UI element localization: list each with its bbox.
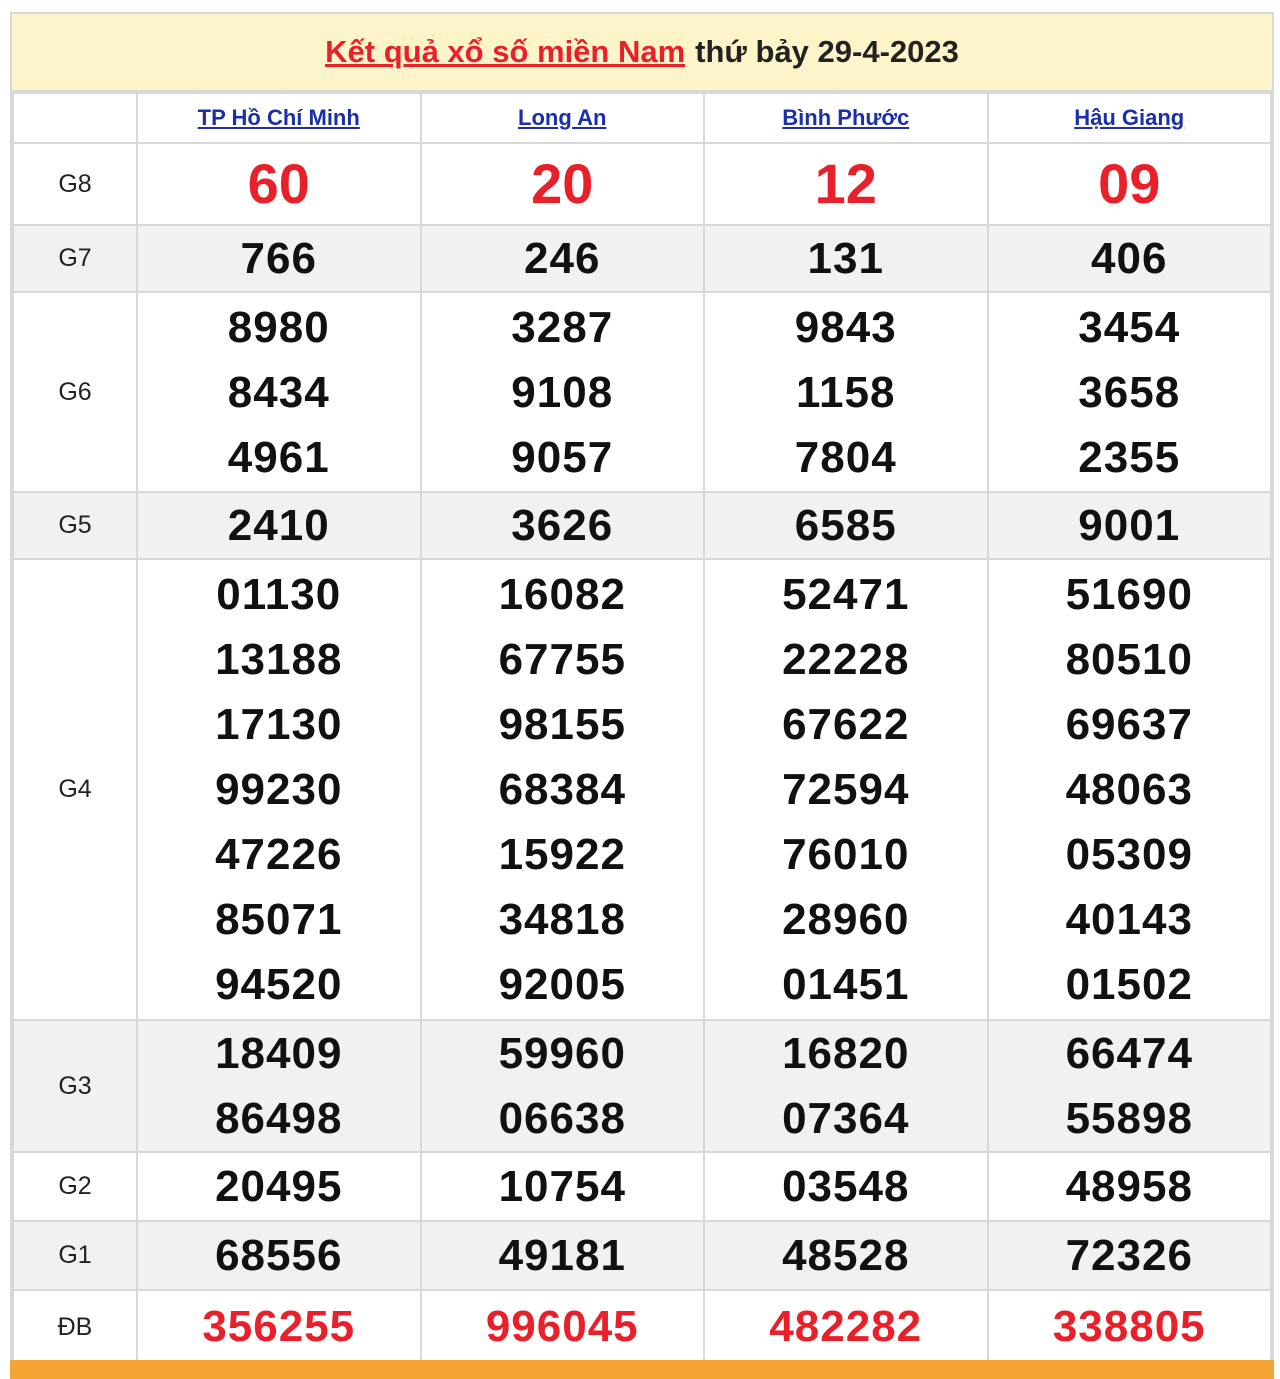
prize-row-g1 (13, 1221, 1271, 1290)
province-link[interactable]: Hậu Giang (1074, 105, 1185, 130)
prize-number: 01502 (1065, 960, 1193, 1009)
prize-cell (704, 292, 988, 492)
prize-cell (421, 1221, 705, 1290)
prize-cell (137, 143, 421, 225)
prize-cell (988, 1290, 1272, 1364)
prize-number: 51690 (1065, 570, 1193, 619)
province-header (704, 93, 988, 143)
prize-number: 80510 (1065, 635, 1193, 684)
prize-row-g3 (13, 1020, 1271, 1152)
results-table (12, 92, 1272, 1365)
prize-number: 3287 (511, 302, 614, 352)
prize-number: 52471 (782, 570, 910, 619)
prize-label: G3 (13, 1020, 137, 1152)
prize-number: 94520 (215, 960, 343, 1009)
prize-label: G1 (13, 1221, 137, 1290)
prize-number: 8980 (227, 302, 330, 352)
prize-label: G5 (13, 492, 137, 559)
special-prize-number: 356255 (202, 1302, 356, 1351)
prize-cell (137, 1221, 421, 1290)
prize-number: 9057 (511, 432, 614, 482)
province-header (137, 93, 421, 143)
prize-number: 2355 (1078, 432, 1181, 482)
prize-number: 85071 (215, 895, 343, 944)
prize-number: 15922 (498, 830, 626, 879)
corner-cell (13, 93, 137, 143)
prize-number: 72594 (782, 765, 910, 814)
results-date: thứ bảy 29-4-2023 (695, 34, 959, 69)
prize-number: 9843 (794, 302, 897, 352)
prize-number: 49181 (498, 1231, 626, 1280)
province-link[interactable]: TP Hồ Chí Minh (197, 105, 360, 130)
special-prize-number: 996045 (485, 1302, 639, 1351)
prize-number: 7804 (794, 432, 897, 482)
prize-number: 92005 (498, 960, 626, 1009)
prize-number: 67622 (782, 700, 910, 749)
prize-cell (421, 1290, 705, 1364)
prize-cell (988, 292, 1272, 492)
prize-cell (421, 225, 705, 292)
prize-number: 12 (814, 152, 877, 215)
prize-label: G8 (13, 143, 137, 225)
prize-number: 10754 (498, 1162, 626, 1211)
prize-number: 16820 (782, 1029, 910, 1078)
prize-number: 3626 (511, 501, 614, 550)
prize-number: 66474 (1065, 1029, 1193, 1078)
prize-number: 86498 (215, 1094, 343, 1143)
prize-number: 69637 (1065, 700, 1193, 749)
prize-number: 01451 (782, 960, 910, 1009)
province-header (421, 93, 705, 143)
prize-number: 76010 (782, 830, 910, 879)
special-prize-number: 338805 (1052, 1302, 1206, 1351)
prize-number: 68556 (215, 1231, 343, 1280)
prize-number: 60 (247, 152, 310, 215)
prize-cell (988, 143, 1272, 225)
prize-label: ĐB (13, 1290, 137, 1364)
prize-number: 3658 (1078, 367, 1181, 417)
prize-cell (704, 1221, 988, 1290)
results-table-frame (10, 12, 1274, 1362)
prize-number: 01130 (216, 570, 342, 619)
province-header (988, 93, 1272, 143)
prize-label: G4 (13, 559, 137, 1020)
prize-number: 9108 (511, 367, 614, 417)
prize-number: 3454 (1078, 302, 1181, 352)
prize-row-g2 (13, 1152, 1271, 1221)
prize-number: 48958 (1065, 1162, 1193, 1211)
prize-number: 2410 (227, 501, 330, 550)
prize-cell (988, 559, 1272, 1020)
prize-number: 28960 (782, 895, 910, 944)
prize-cell (137, 1020, 421, 1152)
prize-number: 1158 (796, 367, 896, 417)
prize-number: 98155 (498, 700, 626, 749)
prize-number: 72326 (1065, 1231, 1193, 1280)
prize-number: 9001 (1078, 501, 1181, 550)
prize-cell (988, 492, 1272, 559)
prize-cell (137, 1152, 421, 1221)
prize-cell (421, 1020, 705, 1152)
prize-label: G7 (13, 225, 137, 292)
prize-number: 17130 (215, 700, 343, 749)
prize-cell (988, 1020, 1272, 1152)
prize-number: 47226 (215, 830, 343, 879)
prize-cell (421, 559, 705, 1020)
prize-number: 48528 (782, 1231, 910, 1280)
prize-label: G6 (13, 292, 137, 492)
prize-cell (421, 492, 705, 559)
prize-row-g8 (13, 143, 1271, 225)
prize-number: 06638 (498, 1094, 626, 1143)
prize-number: 67755 (498, 635, 626, 684)
prize-number: 05309 (1065, 830, 1193, 879)
prize-number: 22228 (782, 635, 910, 684)
prize-cell (421, 292, 705, 492)
prize-number: 03548 (782, 1162, 910, 1211)
prize-number: 8434 (227, 367, 330, 417)
prize-row-g5 (13, 492, 1271, 559)
results-title-link[interactable]: Kết quả xổ số miền Nam (325, 34, 686, 69)
prize-cell (704, 1152, 988, 1221)
prize-cell (137, 225, 421, 292)
prize-cell (704, 225, 988, 292)
prize-number: 13188 (215, 635, 343, 684)
bottom-accent-bar (10, 1360, 1274, 1379)
prize-cell (137, 292, 421, 492)
prize-cell (988, 1152, 1272, 1221)
province-header-row (13, 93, 1271, 143)
prize-cell (421, 1152, 705, 1221)
province-link[interactable]: Long An (518, 105, 607, 130)
prize-cell (137, 492, 421, 559)
prize-cell (421, 143, 705, 225)
prize-label: G2 (13, 1152, 137, 1221)
prize-number: 07364 (782, 1094, 910, 1143)
prize-cell (988, 225, 1272, 292)
prize-number: 34818 (498, 895, 626, 944)
prize-cell (704, 143, 988, 225)
prize-cell (137, 559, 421, 1020)
prize-cell (704, 1020, 988, 1152)
prize-number: 4961 (227, 432, 330, 482)
prize-cell (988, 1221, 1272, 1290)
prize-number: 68384 (498, 765, 626, 814)
prize-number: 48063 (1065, 765, 1193, 814)
prize-row-g6 (13, 292, 1271, 492)
prize-number: 246 (524, 234, 601, 283)
prize-number: 20495 (215, 1162, 343, 1211)
prize-number: 6585 (794, 501, 897, 550)
prize-number: 16082 (498, 570, 626, 619)
prize-number: 40143 (1065, 895, 1193, 944)
prize-row-g7 (13, 225, 1271, 292)
special-prize-number: 482282 (769, 1302, 923, 1351)
prize-number: 131 (807, 234, 884, 283)
prize-number: 18409 (215, 1029, 343, 1078)
prize-number: 406 (1091, 234, 1168, 283)
prize-cell (704, 492, 988, 559)
province-link[interactable]: Bình Phước (782, 105, 910, 130)
prize-cell (137, 1290, 421, 1364)
prize-number: 55898 (1065, 1094, 1193, 1143)
prize-row-special (13, 1290, 1271, 1364)
results-header (12, 14, 1272, 92)
prize-cell (704, 1290, 988, 1364)
prize-row-g4 (13, 559, 1271, 1020)
prize-number: 20 (531, 152, 594, 215)
prize-number: 99230 (215, 765, 343, 814)
prize-number: 09 (1098, 152, 1161, 215)
prize-cell (704, 559, 988, 1020)
prize-number: 59960 (498, 1029, 626, 1078)
prize-number: 766 (240, 234, 317, 283)
